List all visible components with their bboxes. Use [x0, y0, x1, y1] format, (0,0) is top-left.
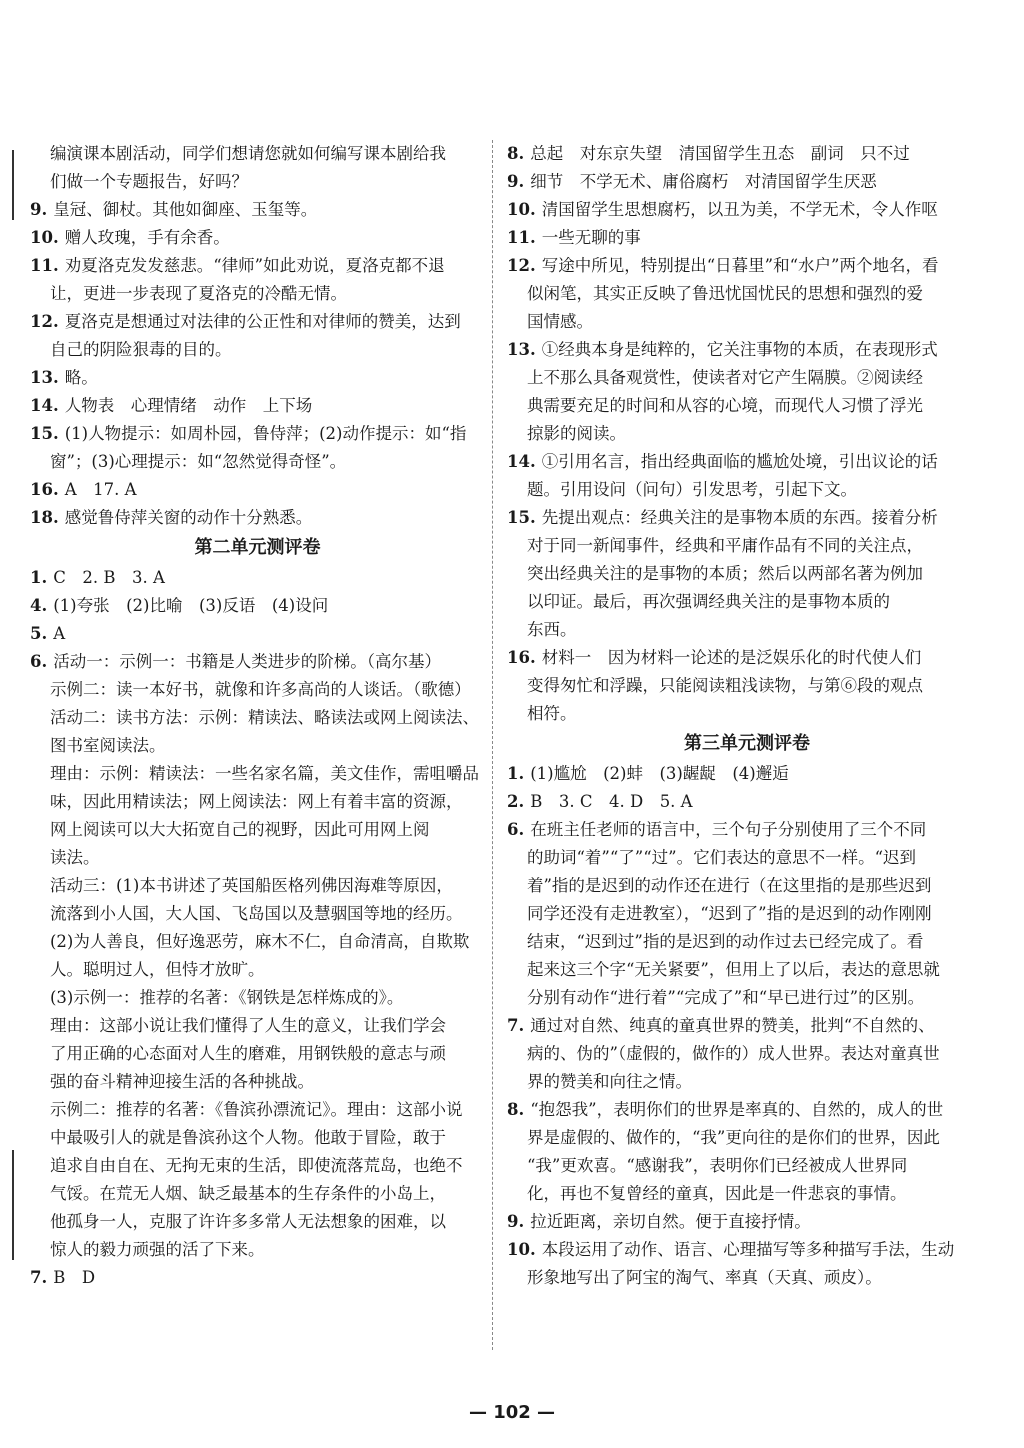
- question-number: 15.: [507, 508, 536, 527]
- question-number: 18.: [30, 508, 59, 527]
- answer-line: [507, 644, 987, 672]
- answer-text: 人。聪明过人，但恃才放旷。: [50, 960, 265, 979]
- answer-text: 略。: [64, 368, 98, 387]
- answer-line: [507, 364, 987, 392]
- answer-line: [507, 280, 987, 308]
- answer-line: [30, 196, 485, 224]
- question-number: 10.: [507, 200, 536, 219]
- answer-text: 们做一个专题报告，好吗？: [50, 172, 248, 191]
- answer-line: [507, 224, 987, 252]
- answer-line: [30, 364, 485, 392]
- answer-text: 自己的阴险狠毒的目的。: [50, 340, 232, 359]
- answer-text: 让，更进一步表现了夏洛克的冷酷无情。: [50, 284, 347, 303]
- question-number: 8.: [507, 1100, 525, 1119]
- answer-line: [30, 732, 485, 760]
- answer-line: [30, 1180, 485, 1208]
- answer-line: [507, 816, 987, 844]
- question-number: 10.: [507, 1240, 536, 1259]
- answer-text: 材料一 因为材料一论述的是泛娱乐化的时代使人们: [541, 648, 922, 667]
- answer-line: [30, 1152, 485, 1180]
- answer-text: 本段运用了动作、语言、心理描写等多种描写手法，生动: [541, 1240, 955, 1259]
- question-number: 10.: [30, 228, 59, 247]
- answer-text: 编演课本剧活动，同学们想请您就如何编写课本剧给我: [50, 144, 446, 163]
- answer-text: A 17. A: [64, 480, 137, 499]
- answer-text: 理由：示例：精读法：一些名家名篇，美文佳作，需咀嚼品: [50, 764, 479, 783]
- answer-line: [507, 928, 987, 956]
- answer-line: [30, 1264, 485, 1292]
- answer-line: [30, 816, 485, 844]
- answer-text: 人物表 心理情绪 动作 上下场: [64, 396, 313, 415]
- answer-text: 示例二：推荐的名著：《鲁滨孙漂流记》。理由：这部小说: [50, 1100, 463, 1119]
- question-number: 13.: [30, 368, 59, 387]
- answer-line: [30, 956, 485, 984]
- answer-text: 细节 不学无术、庸俗腐朽 对清国留学生厌恶: [530, 172, 877, 191]
- answer-line: [507, 588, 987, 616]
- answer-text: 活动三：(1)本书讲述了英国船医格列佛因海难等原因，: [50, 876, 453, 895]
- question-number: 11.: [30, 256, 59, 275]
- answer-line: [507, 788, 987, 816]
- answer-text: 以印证。最后，再次强调经典关注的是事物本质的: [527, 592, 890, 611]
- binding-edge-mark: [12, 150, 14, 220]
- answer-line: [30, 984, 485, 1012]
- column-divider: [492, 140, 494, 1350]
- answer-text: 掠影的阅读。: [527, 424, 626, 443]
- answer-line: [507, 252, 987, 280]
- answer-text: 理由：这部小说让我们懂得了人生的意义，让我们学会: [50, 1016, 446, 1035]
- question-number: 7.: [507, 1016, 525, 1035]
- answer-text: (1)人物提示：如周朴园，鲁侍萍；(2)动作提示：如“指: [64, 424, 467, 443]
- question-number: 15.: [30, 424, 59, 443]
- answer-text: A: [53, 624, 66, 643]
- answer-line: [30, 1236, 485, 1264]
- answer-text: 突出经典关注的是事物的本质；然后以两部名著为例加: [527, 564, 923, 583]
- answer-line: [507, 140, 987, 168]
- answer-text: 典需要充足的时间和从容的心境，而现代人习惯了浮光: [527, 396, 923, 415]
- answer-text: 拉近距离，亲切自然。便于直接抒情。: [530, 1212, 811, 1231]
- answer-line: [507, 308, 987, 336]
- answer-text: 形象地写出了阿宝的淘气、率真（天真、顽皮）。: [527, 1268, 882, 1287]
- answer-text: 活动二：读书方法：示例：精读法、略读法或网上阅读法、: [50, 708, 479, 727]
- answer-line: [507, 168, 987, 196]
- answer-line: [507, 560, 987, 588]
- answer-line: [507, 1152, 987, 1180]
- answer-text: 气馁。在荒无人烟、缺乏最基本的生存条件的小岛上，: [50, 1184, 446, 1203]
- answer-text: 同学还没有走进教室），“迟到了”指的是迟到的动作刚刚: [527, 904, 932, 923]
- answer-text: 窗”；(3)心理提示：如“忽然觉得奇怪”。: [50, 452, 347, 471]
- answer-text: 写途中所见，特别提出“日暮里”和“水户”两个地名，看: [541, 256, 939, 275]
- answer-line: [30, 620, 485, 648]
- answer-line: [30, 592, 485, 620]
- answer-text: 结束，“迟到过”指的是迟到的动作过去已经完成了。看: [527, 932, 924, 951]
- question-number: 6.: [30, 652, 48, 671]
- answer-line: [507, 1236, 987, 1264]
- answer-line: [30, 168, 485, 196]
- answer-text: 变得匆忙和浮躁，只能阅读粗浅读物，与第⑥段的观点: [527, 676, 923, 695]
- right-column: [507, 140, 987, 1292]
- answer-line: [30, 336, 485, 364]
- question-number: 13.: [507, 340, 536, 359]
- answer-line: [507, 448, 987, 476]
- answer-line: [30, 308, 485, 336]
- answer-text: 总起 对东京失望 清国留学生丑态 副词 只不过: [530, 144, 910, 163]
- answer-text: 对于同一新闻事件，经典和平庸作品有不同的关注点，: [527, 536, 923, 555]
- answer-text: (3)示例一：推荐的名著：《钢铁是怎样炼成的》。: [50, 988, 404, 1007]
- answer-text: “我”更欢喜。“感谢我”，表明你们已经被成人世界同: [527, 1156, 908, 1175]
- answer-line: [30, 788, 485, 816]
- question-number: 9.: [507, 1212, 525, 1231]
- answer-line: [507, 1124, 987, 1152]
- answer-text: 在班主任老师的语言中，三个句子分别使用了三个不同: [530, 820, 927, 839]
- answer-text: 相符。: [527, 704, 577, 723]
- answer-text: 东西。: [527, 620, 577, 639]
- answer-line: [507, 1264, 987, 1292]
- left-column: [30, 140, 485, 1292]
- answer-text: 起来这三个字“无关紧要”，但用上了以后，表达的意思就: [527, 960, 940, 979]
- question-number: 12.: [507, 256, 536, 275]
- answer-line: [507, 700, 987, 728]
- answer-line: [507, 504, 987, 532]
- answer-line: [507, 1068, 987, 1096]
- answer-line: [30, 476, 485, 504]
- answer-text: ①经典本身是纯粹的，它关注事物的本质，在表现形式: [541, 340, 938, 359]
- answer-line: [30, 704, 485, 732]
- answer-line: [507, 420, 987, 448]
- answer-line: [30, 448, 485, 476]
- answer-line: [30, 1208, 485, 1236]
- answer-line: [507, 872, 987, 900]
- answer-line: [507, 760, 987, 788]
- answer-text: 劝夏洛克发发慈悲。“律师”如此劝说，夏洛克都不退: [64, 256, 445, 275]
- answer-line: [507, 672, 987, 700]
- answer-line: [30, 760, 485, 788]
- answer-line: [507, 392, 987, 420]
- answer-text: B 3. C 4. D 5. A: [530, 792, 693, 811]
- answer-text: ①引用名言，指出经典面临的尴尬处境，引出议论的话: [541, 452, 938, 471]
- answer-text: 追求自由自在、无拘无束的生活，即使流落荒岛，也绝不: [50, 1156, 463, 1175]
- answer-text: 分别有动作“进行着”“完成了”和“早已进行过”的区别。: [527, 988, 925, 1007]
- answer-text: 活动一：示例一：书籍是人类进步的阶梯。（高尔基）: [53, 652, 441, 671]
- question-number: 14.: [507, 452, 536, 471]
- question-number: 6.: [507, 820, 525, 839]
- answer-line: [30, 844, 485, 872]
- question-number: 1.: [30, 568, 48, 587]
- answer-text: 先提出观点：经典关注的是事物本质的东西。接着分析: [541, 508, 938, 527]
- answer-line: [30, 648, 485, 676]
- answer-line: [30, 392, 485, 420]
- binding-edge-mark: [12, 1150, 14, 1260]
- question-number: 5.: [30, 624, 48, 643]
- answer-text: 上不那么具备观赏性，使读者对它产生隔膜。②阅读经: [527, 368, 923, 387]
- answer-text: 强的奋斗精神迎接生活的各种挑战。: [50, 1072, 314, 1091]
- answer-text: 感觉鲁侍萍关窗的动作十分熟悉。: [64, 508, 313, 527]
- answer-text: 界是虚假的、做作的，“我”更向往的是你们的世界，因此: [527, 1128, 940, 1147]
- answer-text: 皇冠、御杖。其他如御座、玉玺等。: [53, 200, 318, 219]
- section-heading: 第二单元测评卷: [194, 537, 321, 558]
- answer-text: 国情感。: [527, 312, 593, 331]
- answer-line: [507, 1012, 987, 1040]
- answer-text: 读法。: [50, 848, 100, 867]
- answer-line: [507, 984, 987, 1012]
- answer-line: [30, 504, 485, 532]
- answer-text: 他孤身一人，克服了许许多多常人无法想象的困难，以: [50, 1212, 446, 1231]
- answer-text: 清国留学生思想腐朽，以丑为美，不学无术，令人作呕: [541, 200, 938, 219]
- answer-text: (1)夸张 (2)比喻 (3)反语 (4)设问: [53, 596, 329, 615]
- answer-line: [30, 224, 485, 252]
- answer-text: 化，再也不复曾经的童真，因此是一件悲哀的事情。: [527, 1184, 907, 1203]
- answer-line: [507, 336, 987, 364]
- answer-text: 惊人的毅力顽强的活了下来。: [50, 1240, 265, 1259]
- answer-text: 中最吸引人的就是鲁滨孙这个人物。他敢于冒险，敢于: [50, 1128, 446, 1147]
- question-number: 4.: [30, 596, 48, 615]
- answer-line: [507, 956, 987, 984]
- question-number: 9.: [507, 172, 525, 191]
- answer-line: [30, 564, 485, 592]
- answer-text: (1)尴尬 (2)蚌 (3)龌龊 (4)邂逅: [530, 764, 789, 783]
- answer-text: 着”指的是迟到的动作还在进行（在这里指的是那些迟到: [527, 876, 932, 895]
- question-number: 7.: [30, 1268, 48, 1287]
- answer-line: [507, 196, 987, 224]
- answer-text: 一些无聊的事: [541, 228, 641, 247]
- answer-line: [30, 1012, 485, 1040]
- section-heading: 第三单元测评卷: [684, 733, 810, 754]
- answer-text: 题。引用设问（问句）引发思考，引起下文。: [527, 480, 857, 499]
- answer-text: 赠人玫瑰，手有余香。: [64, 228, 230, 247]
- answer-line: [30, 420, 485, 448]
- answer-text: 病的、伪的”（虚假的，做作的）成人世界。表达对童真世: [527, 1044, 940, 1063]
- question-number: 11.: [507, 228, 536, 247]
- answer-text: 示例二：读一本好书，就像和许多高尚的人谈话。（歌德）: [50, 680, 471, 699]
- answer-text: 的助词“着”“了”“过”。它们表达的意思不一样。“迟到: [527, 848, 917, 867]
- question-number: 12.: [30, 312, 59, 331]
- answer-line: [30, 872, 485, 900]
- answer-text: 图书室阅读法。: [50, 736, 166, 755]
- answer-line: [30, 140, 485, 168]
- answer-text: 夏洛克是想通过对法律的公正性和对律师的赞美，达到: [64, 312, 461, 331]
- answer-line: [507, 616, 987, 644]
- answer-text: (2)为人善良，但好逸恶劳，麻木不仁，自命清高，自欺欺: [50, 932, 470, 951]
- answer-line: [507, 532, 987, 560]
- answer-line: [30, 1040, 485, 1068]
- answer-text: 界的赞美和向往之情。: [527, 1072, 692, 1091]
- answer-line: [507, 1040, 987, 1068]
- question-number: 2.: [507, 792, 525, 811]
- page-number: — 102 —: [468, 1402, 556, 1423]
- question-number: 16.: [30, 480, 59, 499]
- answer-line: [507, 1096, 987, 1124]
- answer-line: [507, 1180, 987, 1208]
- answer-line: [507, 476, 987, 504]
- answer-text: 网上阅读可以大大拓宽自己的视野，因此可用网上阅: [50, 820, 430, 839]
- answer-line: [30, 1124, 485, 1152]
- answer-line: [30, 252, 485, 280]
- answer-line: [30, 676, 485, 704]
- question-number: 9.: [30, 200, 48, 219]
- answer-text: 味，因此用精读法；网上阅读法：网上有着丰富的资源，: [50, 792, 463, 811]
- answer-line: [507, 1208, 987, 1236]
- answer-text: 流落到小人国，大人国、飞岛国以及慧骃国等地的经历。: [50, 904, 463, 923]
- answer-line: [507, 900, 987, 928]
- answer-line: [30, 928, 485, 956]
- answer-line: [507, 844, 987, 872]
- answer-text: 通过对自然、纯真的童真世界的赞美，批判“不自然的、: [530, 1016, 935, 1035]
- answer-text: “抱怨我”，表明你们的世界是率真的、自然的，成人的世: [530, 1100, 944, 1119]
- answer-text: 了用正确的心态面对人生的磨难，用钢铁般的意志与顽: [50, 1044, 446, 1063]
- answer-text: B D: [53, 1268, 96, 1287]
- question-number: 8.: [507, 144, 525, 163]
- answer-line: [30, 1068, 485, 1096]
- question-number: 1.: [507, 764, 525, 783]
- answer-text: 似闲笔，其实正反映了鲁迅忧国忧民的思想和强烈的爱: [527, 284, 923, 303]
- answer-line: [30, 1096, 485, 1124]
- answer-text: C 2. B 3. A: [53, 568, 165, 587]
- answer-line: [30, 280, 485, 308]
- question-number: 16.: [507, 648, 536, 667]
- answer-line: [30, 900, 485, 928]
- question-number: 14.: [30, 396, 59, 415]
